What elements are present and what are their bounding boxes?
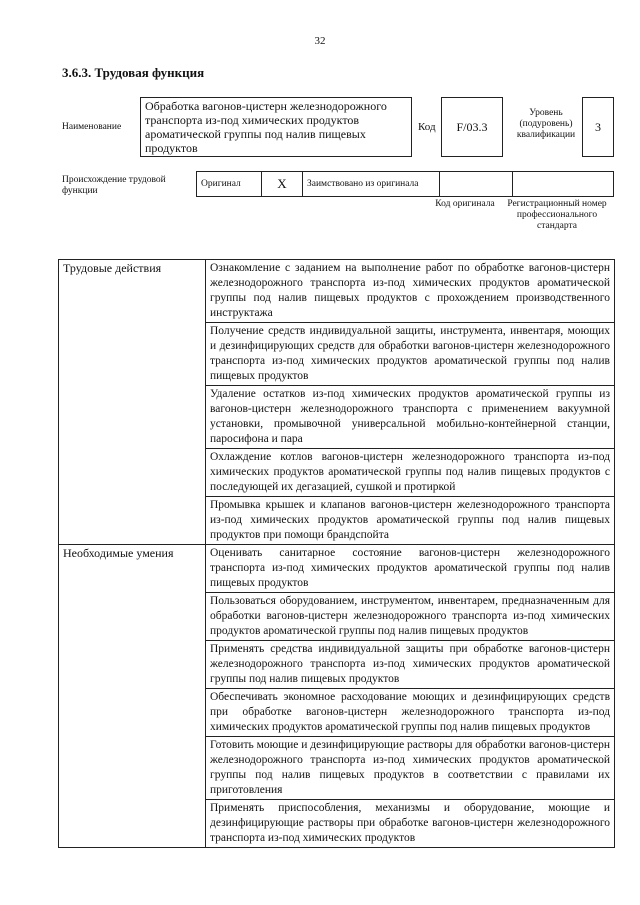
- skill-item: Применять приспособления, механизмы и оборудование, моющие и дезинфицирующие растворы при обработке вагонов-цистерн железнодорожного транспорта из-под химических продуктов: [206, 800, 615, 848]
- code-label: Код: [418, 121, 436, 133]
- required-skills-label: Необходимые умения: [59, 545, 206, 848]
- labor-action-item: Получение средств индивидуальной защиты, инструмента, инвентаря, моющих и дезинфицирующих средств для обработки вагонов-цистерн железнодорожного транспорта из-под химических продуктов ароматической группы под налив пищевых продуктов: [206, 323, 615, 386]
- name-label: Наименование: [62, 122, 122, 132]
- qualification-level-value: 3: [582, 97, 614, 157]
- function-name-value: Обработка вагонов-цистерн железнодорожного транспорта из-под химических продуктов ароматической группы под налив пищевых продуктов: [140, 97, 412, 157]
- labor-action-item: Удаление остатков из-под химических продуктов ароматической группы из вагонов-цистерн железнодорожного транспорта с применением вакуумной установки, промывочной универсальной мобильно-контейнерной станции, паросифона и пара: [206, 386, 615, 449]
- code-value: F/03.3: [441, 97, 503, 157]
- code-original-caption: Код оригинала: [435, 199, 495, 209]
- skill-item: Обеспечивать экономное расходование моющих и дезинфицирующих средств при обработке вагонов-цистерн железнодорожного транспорта из-под химических продуктов ароматической группы под налив пищевых продуктов: [206, 689, 615, 737]
- labor-action-item: Охлаждение котлов вагонов-цистерн железнодорожного транспорта из-под химических продуктов ароматической группы под налив пищевых продуктов с последующей их дегазацией, сушкой и протиркой: [206, 449, 615, 497]
- skill-item: Оценивать санитарное состояние вагонов-цистерн железнодорожного транспорта из-под химических продуктов ароматической группы под налив пищевых продуктов: [206, 545, 615, 593]
- labor-action-item: Ознакомление с заданием на выполнение работ по обработке вагонов-цистерн железнодорожного транспорта из-под химических продуктов ароматической группы под налив пищевых продуктов с прохождением производственного инструктажа: [206, 260, 615, 323]
- registration-number-caption: Регистрационный номер профессионального стандарта: [507, 199, 607, 231]
- origin-code-cell: [440, 172, 513, 197]
- labor-action-item: Промывка крышек и клапанов вагонов-цистерн железнодорожного транспорта из-под химических продуктов ароматической группы под налив пищевых продуктов при помощи брандспойта: [206, 497, 615, 545]
- page-number: 32: [314, 35, 326, 47]
- section-title: 3.6.3. Трудовая функция: [62, 65, 205, 80]
- skill-item: Готовить моющие и дезинфицирующие растворы для обработки вагонов-цистерн железнодорожного транспорта из-под химических продуктов ароматической группы под налив пищевых продуктов в соответствии с правилами их приготовления: [206, 737, 615, 800]
- origin-borrowed-label: Заимствовано из оригинала: [303, 172, 440, 197]
- function-details-table: [58, 259, 615, 848]
- origin-reg-cell: [513, 172, 614, 197]
- qualification-level-label: Уровень (подуровень) квалификации: [516, 108, 576, 140]
- skill-item: Пользоваться оборудованием, инструментом, инвентарем, предназначенным для обработки вагонов-цистерн железнодорожного транспорта из-под химических продуктов ароматической группы под налив пищевых продуктов: [206, 593, 615, 641]
- labor-actions-label: Трудовые действия: [59, 260, 206, 545]
- origin-label: Происхождение трудовой функции: [62, 175, 166, 196]
- skill-item: Применять средства индивидуальной защиты при обработке вагонов-цистерн железнодорожного транспорта из-под химических продуктов ароматической группы под налив пищевых продуктов: [206, 641, 615, 689]
- table-row: [59, 260, 615, 323]
- origin-original-label: Оригинал: [197, 172, 262, 197]
- table-row: [59, 545, 615, 593]
- origin-table: [196, 171, 614, 197]
- origin-original-mark: X: [262, 172, 303, 197]
